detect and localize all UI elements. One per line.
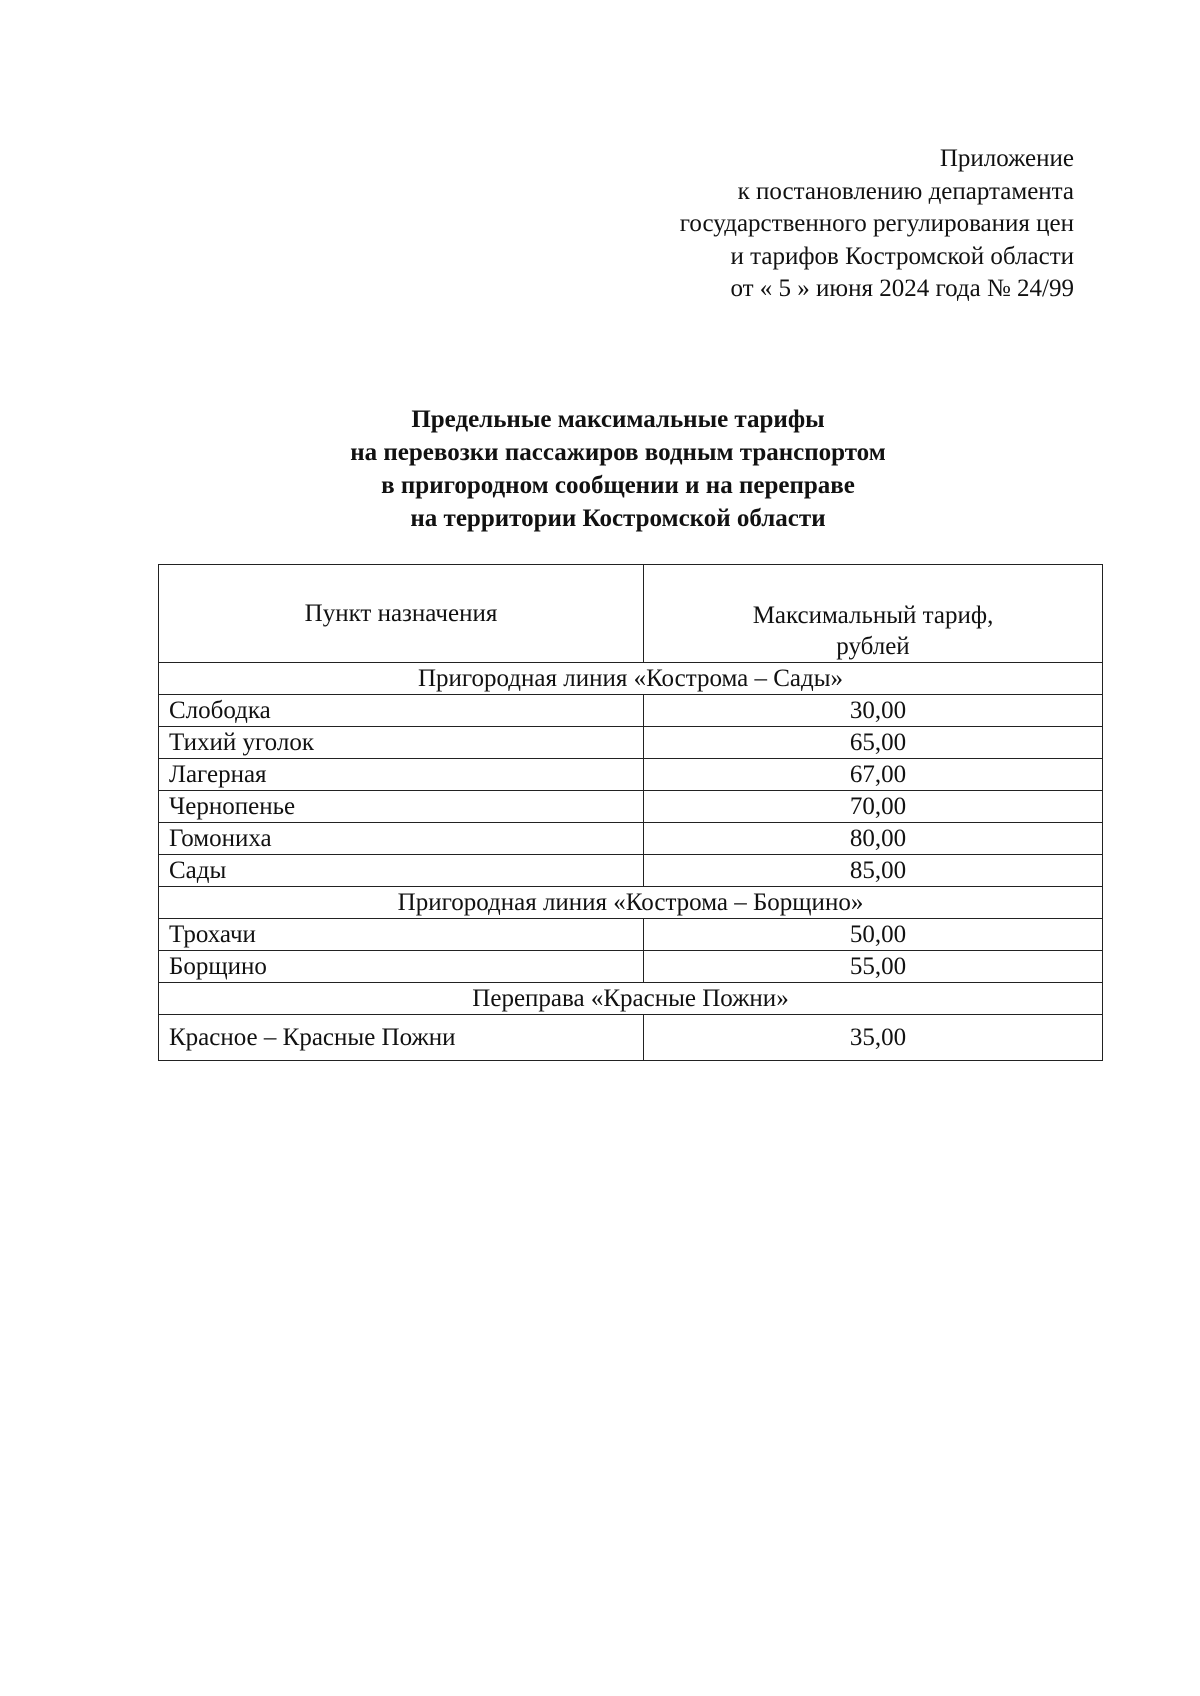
- table-row: [159, 951, 1103, 983]
- tariff-table: [158, 564, 1103, 1061]
- destination-cell: Борщино: [159, 951, 644, 983]
- title-line: на территории Костромской области: [410, 505, 826, 532]
- group-name: Пригородная линия «Кострома – Сады»: [159, 663, 1103, 695]
- destination-cell: Гомониха: [159, 823, 644, 855]
- title-line: Предельные максимальные тарифы: [411, 406, 825, 433]
- destination-cell: Трохачи: [159, 919, 644, 951]
- header-destination: Пункт назначения: [159, 565, 644, 663]
- table-row: [159, 823, 1103, 855]
- tariff-cell: 35,00: [644, 1015, 1103, 1061]
- title-line: в пригородном сообщении и на переправе: [381, 472, 855, 499]
- tariff-cell: 55,00: [644, 951, 1103, 983]
- header-tariff: [644, 565, 1103, 663]
- tariff-cell: 80,00: [644, 823, 1103, 855]
- header-tariff-line1: Максимальный тариф,: [752, 602, 994, 629]
- appendix-block: [680, 143, 1074, 306]
- appendix-line: Приложение: [939, 145, 1074, 172]
- tariff-cell: 30,00: [644, 695, 1103, 727]
- destination-cell: Красное – Красные Пожни: [159, 1015, 644, 1061]
- group-row: [159, 887, 1103, 919]
- tariff-cell: 50,00: [644, 919, 1103, 951]
- table-row: [159, 919, 1103, 951]
- header-tariff-line2: рублей: [836, 633, 910, 660]
- destination-cell: Чернопенье: [159, 791, 644, 823]
- table-row: [159, 727, 1103, 759]
- group-row: [159, 663, 1103, 695]
- destination-cell: Лагерная: [159, 759, 644, 791]
- destination-cell: Тихий уголок: [159, 727, 644, 759]
- tariff-cell: 70,00: [644, 791, 1103, 823]
- table-row: [159, 791, 1103, 823]
- table-row: [159, 855, 1103, 887]
- title-line: на перевозки пассажиров водным транспортом: [350, 439, 886, 466]
- appendix-line: государственного регулирования цен: [679, 210, 1074, 237]
- tariff-cell: 85,00: [644, 855, 1103, 887]
- group-row: [159, 983, 1103, 1015]
- destination-cell: Сады: [159, 855, 644, 887]
- document-title: [158, 403, 1078, 535]
- destination-cell: Слободка: [159, 695, 644, 727]
- table-row: [159, 759, 1103, 791]
- group-name: Пригородная линия «Кострома – Борщино»: [159, 887, 1103, 919]
- tariff-cell: 67,00: [644, 759, 1103, 791]
- group-name: Переправа «Красные Пожни»: [159, 983, 1103, 1015]
- table-header-row: [159, 565, 1103, 663]
- tariff-cell: 65,00: [644, 727, 1103, 759]
- table-row: [159, 695, 1103, 727]
- appendix-line: от « 5 » июня 2024 года № 24/99: [730, 275, 1074, 302]
- appendix-line: к постановлению департамента: [737, 177, 1074, 205]
- table-row: [159, 1015, 1103, 1061]
- appendix-line: и тарифов Костромской области: [730, 242, 1074, 270]
